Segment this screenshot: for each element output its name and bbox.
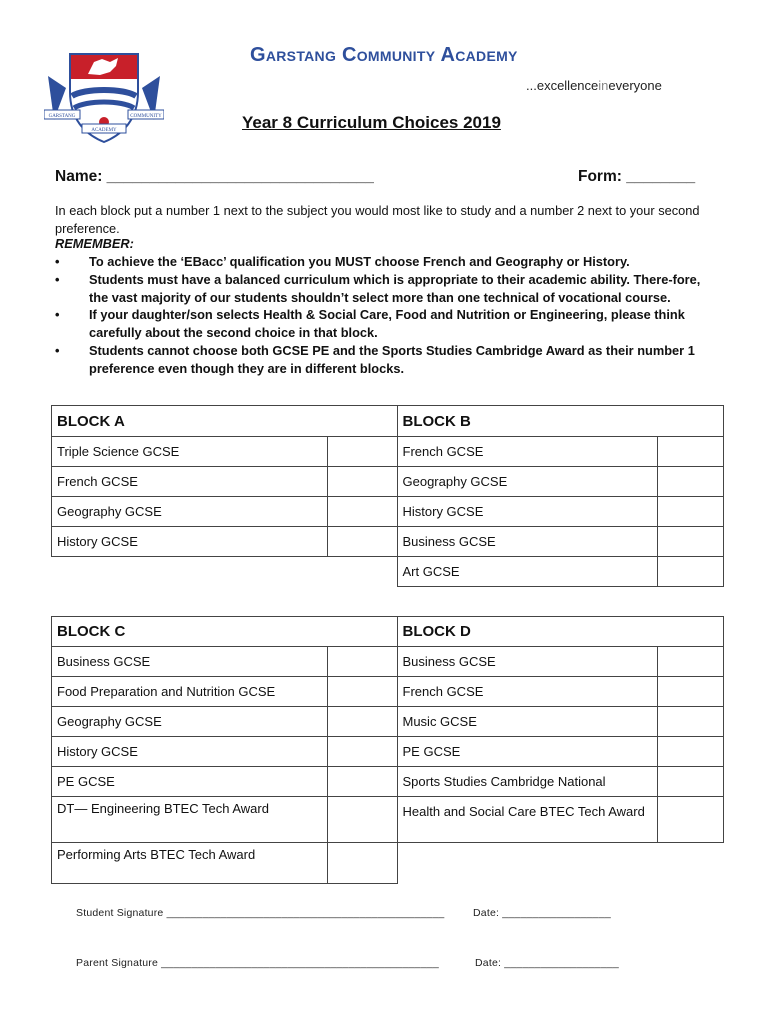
block-a-choice-box[interactable] — [328, 437, 397, 467]
block-c-subject: DT— Engineering BTEC Tech Award — [52, 797, 328, 843]
student-date-field[interactable]: Date: __________________ — [473, 907, 611, 919]
block-a-choice-box[interactable] — [328, 527, 397, 557]
block-d-subject: Music GCSE — [397, 707, 657, 737]
school-tagline — [526, 78, 662, 93]
block-d-choice-box[interactable] — [657, 737, 723, 767]
instructions-intro: In each block put a number 1 next to the subject you would most like to study and a number 2 next to your second preference. — [55, 203, 700, 236]
block-a-subject: Triple Science GCSE — [52, 437, 328, 467]
rule-item: • Students cannot choose both GCSE PE and the Sports Studies Cambridge Award as their number 1 preference even though they are in different blocks. — [55, 342, 715, 378]
block-c-choice-box[interactable] — [328, 707, 397, 737]
block-d-subject: Business GCSE — [397, 647, 657, 677]
block-d-subject: French GCSE — [397, 677, 657, 707]
block-c-subject: PE GCSE — [52, 767, 328, 797]
block-c-title: BLOCK C — [52, 617, 398, 647]
crest-right-text: COMMUNITY — [130, 114, 162, 119]
block-c-subject: History GCSE — [52, 737, 328, 767]
block-d-choice-box[interactable] — [657, 707, 723, 737]
block-a-subject: History GCSE — [52, 527, 328, 557]
block-a-choice-box[interactable] — [328, 497, 397, 527]
block-d-choice-box[interactable] — [657, 677, 723, 707]
block-c-choice-box[interactable] — [328, 797, 397, 843]
block-d-choice-box[interactable] — [657, 647, 723, 677]
block-c-choice-box[interactable] — [328, 843, 397, 884]
block-c-subject: Performing Arts BTEC Tech Award — [52, 843, 328, 884]
block-d-title: BLOCK D — [397, 617, 724, 647]
block-c-choice-box[interactable] — [328, 767, 397, 797]
rules-list — [55, 253, 715, 378]
tagline-post: everyone — [608, 78, 662, 93]
block-b-choice-box[interactable] — [657, 527, 723, 557]
block-b-subject: History GCSE — [397, 497, 657, 527]
empty-cell — [52, 557, 398, 587]
rule-item: • If your daughter/son selects Health & Social Care, Food and Nutrition or Engineering, please think carefully about the second choice in that block. — [55, 306, 715, 342]
form-field[interactable]: Form: ________ — [578, 168, 696, 185]
block-d-choice-box[interactable] — [657, 767, 723, 797]
block-b-choice-box[interactable] — [657, 497, 723, 527]
crest-left-text: GARSTANG — [48, 114, 76, 119]
block-b-title: BLOCK B — [397, 406, 724, 437]
block-b-choice-box[interactable] — [657, 467, 723, 497]
document-title: Year 8 Curriculum Choices 2019 — [242, 113, 501, 132]
school-crest-logo — [44, 48, 164, 144]
parent-signature-field[interactable]: Parent Signature ______________________________________________ — [76, 957, 439, 969]
block-b-subject: Business GCSE — [397, 527, 657, 557]
name-field[interactable]: Name: _______________________________ — [55, 168, 374, 185]
block-c-subject: Food Preparation and Nutrition GCSE — [52, 677, 328, 707]
block-b-subject: Art GCSE — [397, 557, 657, 587]
block-a-subject: French GCSE — [52, 467, 328, 497]
school-name: Garstang Community Academy — [250, 44, 518, 66]
block-c-choice-box[interactable] — [328, 737, 397, 767]
block-c-choice-box[interactable] — [328, 647, 397, 677]
block-a-title: BLOCK A — [52, 406, 398, 437]
remember-heading: REMEMBER: — [55, 236, 134, 251]
blocks-ab-table — [51, 405, 724, 587]
tagline-in: in — [598, 78, 609, 93]
tagline-pre: ...excellence — [526, 78, 599, 93]
block-c-subject: Geography GCSE — [52, 707, 328, 737]
block-b-subject: Geography GCSE — [397, 467, 657, 497]
block-b-choice-box[interactable] — [657, 437, 723, 467]
block-d-subject: PE GCSE — [397, 737, 657, 767]
block-a-choice-box[interactable] — [328, 467, 397, 497]
crest-bottom-text: ACADEMY — [91, 128, 117, 133]
block-d-choice-box[interactable] — [657, 797, 723, 843]
rule-item: • To achieve the ‘EBacc’ qualification you MUST choose French and Geography or History. — [55, 253, 715, 271]
blocks-cd-table — [51, 616, 724, 884]
rule-item: • Students must have a balanced curriculum which is appropriate to their academic ability. There-fore, the vast majority of our students shouldn’t select more than one technical of vocational course. — [55, 271, 715, 307]
block-c-subject: Business GCSE — [52, 647, 328, 677]
block-b-choice-box[interactable] — [657, 557, 723, 587]
block-d-subject: Health and Social Care BTEC Tech Award — [397, 797, 657, 843]
parent-date-field[interactable]: Date: ___________________ — [475, 957, 619, 969]
student-signature-field[interactable]: Student Signature ______________________________________________ — [76, 907, 445, 919]
block-b-subject: French GCSE — [397, 437, 657, 467]
block-a-subject: Geography GCSE — [52, 497, 328, 527]
empty-cell — [397, 843, 724, 884]
block-d-subject: Sports Studies Cambridge National — [397, 767, 657, 797]
block-c-choice-box[interactable] — [328, 677, 397, 707]
